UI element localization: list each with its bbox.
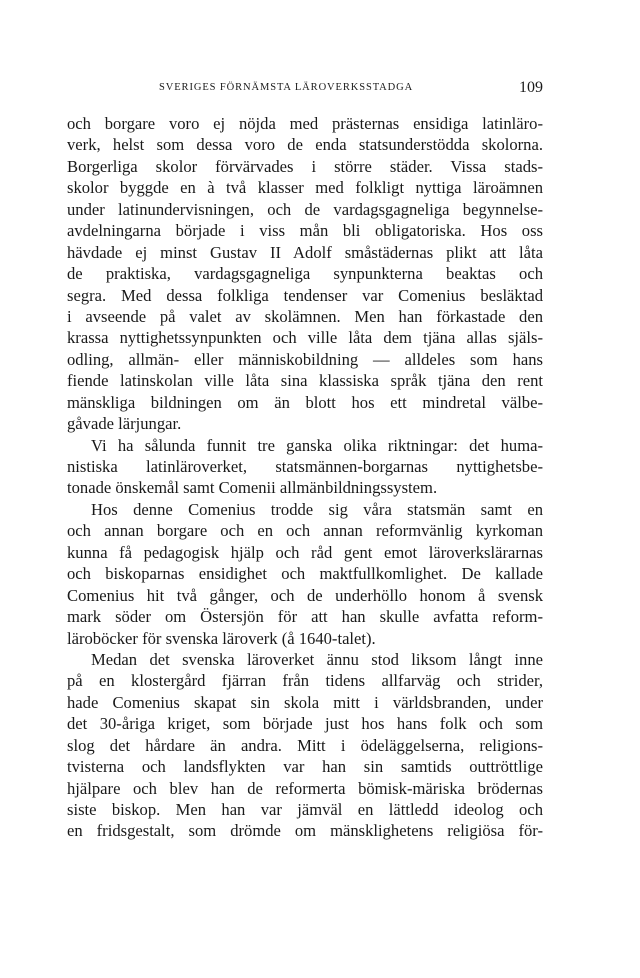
text-line: och annan borgare och en och annan reformvänlig kyrkoman bbox=[67, 521, 543, 541]
text-line: verk, helst som dessa voro de enda statsunderstödda skolorna. bbox=[67, 135, 543, 155]
text-line: mänskliga bildningen om än blott hos ett mindretal välbe- bbox=[67, 392, 543, 412]
text-line: under latinundervisningen, och de vardagsgagneliga begynnelse- bbox=[67, 199, 543, 219]
text-line: hävdade ej minst Gustav II Adolf småstädernas plikt att låta bbox=[67, 242, 543, 262]
text-line: odling, allmän- eller människobildning — alldeles som hans bbox=[67, 349, 543, 369]
page-header bbox=[67, 78, 543, 98]
text-line: på en klostergård fjärran från tidens allfarväg och strider, bbox=[67, 671, 543, 691]
text-line: och borgare voro ej nöjda med prästernas ensidiga latinläro- bbox=[67, 114, 543, 133]
text-line: i avseende på valet av skolämnen. Men han förkastade den bbox=[67, 306, 543, 326]
text-line: en fridsgestalt, som drömde om mänsklighetens religiösa för- bbox=[67, 821, 543, 841]
text-line: fiende latinskolan ville låta sina klassiska språk tjäna den rent bbox=[67, 371, 543, 391]
text-line: hjälpare och blev han de reformerta bömisk-märiska brödernas bbox=[67, 778, 543, 798]
text-line: segra. Med dessa folkliga tendenser var Comenius besläktad bbox=[67, 285, 543, 305]
text-line: krassa nyttighetssynpunkten och ville låta dem tjäna allas själs- bbox=[67, 328, 543, 348]
text-line: läroböcker för svenska läroverk (å 1640-talet). bbox=[67, 628, 376, 648]
text-line: gåvade lärjungar. bbox=[67, 414, 182, 434]
text-line: det 30-åriga kriget, som började just hos hans folk och som bbox=[67, 714, 543, 734]
text-line: Vi ha sålunda funnit tre ganska olika riktningar: det huma- bbox=[91, 435, 543, 455]
text-line: de praktiska, vardagsgagneliga synpunkterna beaktas och bbox=[67, 264, 543, 284]
text-line: Medan det svenska läroverket ännu stod liksom långt inne bbox=[91, 649, 543, 669]
text-line: nistiska latinläroverket, statsmännen-borgarnas nyttighetsbe- bbox=[67, 457, 543, 476]
text-line: tvisterna och landsflykten var han sin samtids outtröttlige bbox=[67, 757, 543, 777]
text-line: och biskoparnas ensidighet och maktfullkomlighet. De kallade bbox=[67, 564, 543, 584]
text-line: avdelningarna började i viss mån bli obligatoriska. Hos oss bbox=[67, 221, 543, 241]
text-line: hade Comenius skapat sin skola mitt i världsbranden, under bbox=[67, 692, 543, 712]
text-line: slog det hårdare än andra. Mitt i ödeläggelserna, religions- bbox=[67, 735, 543, 755]
text-line: siste biskop. Men han var jämväl en lättledd ideolog och bbox=[67, 800, 543, 819]
text-line: Comenius hit två gånger, och de underhöllo honom å svensk bbox=[67, 585, 543, 605]
running-title: SVERIGES FÖRNÄMSTA LÄROVERKSSTADGA bbox=[159, 82, 414, 93]
body-text bbox=[67, 113, 543, 842]
text-line: skolor byggde en à två klasser med folkligt nyttiga läroämnen bbox=[67, 178, 543, 198]
page-number: 109 bbox=[519, 79, 543, 96]
text-line: mark söder om Östersjön för att han skulle avfatta reform- bbox=[67, 607, 543, 627]
text-line: Borgerliga skolor förvärvades i större städer. Vissa stads- bbox=[67, 156, 543, 176]
text-line: kunna få pedagogisk hjälp och råd gent emot läroverkslärarnas bbox=[67, 542, 543, 562]
text-line: Hos denne Comenius trodde sig våra statsmän samt en bbox=[91, 499, 543, 519]
text-line: tonade önskemål samt Comenii allmänbildningssystem. bbox=[67, 478, 438, 498]
